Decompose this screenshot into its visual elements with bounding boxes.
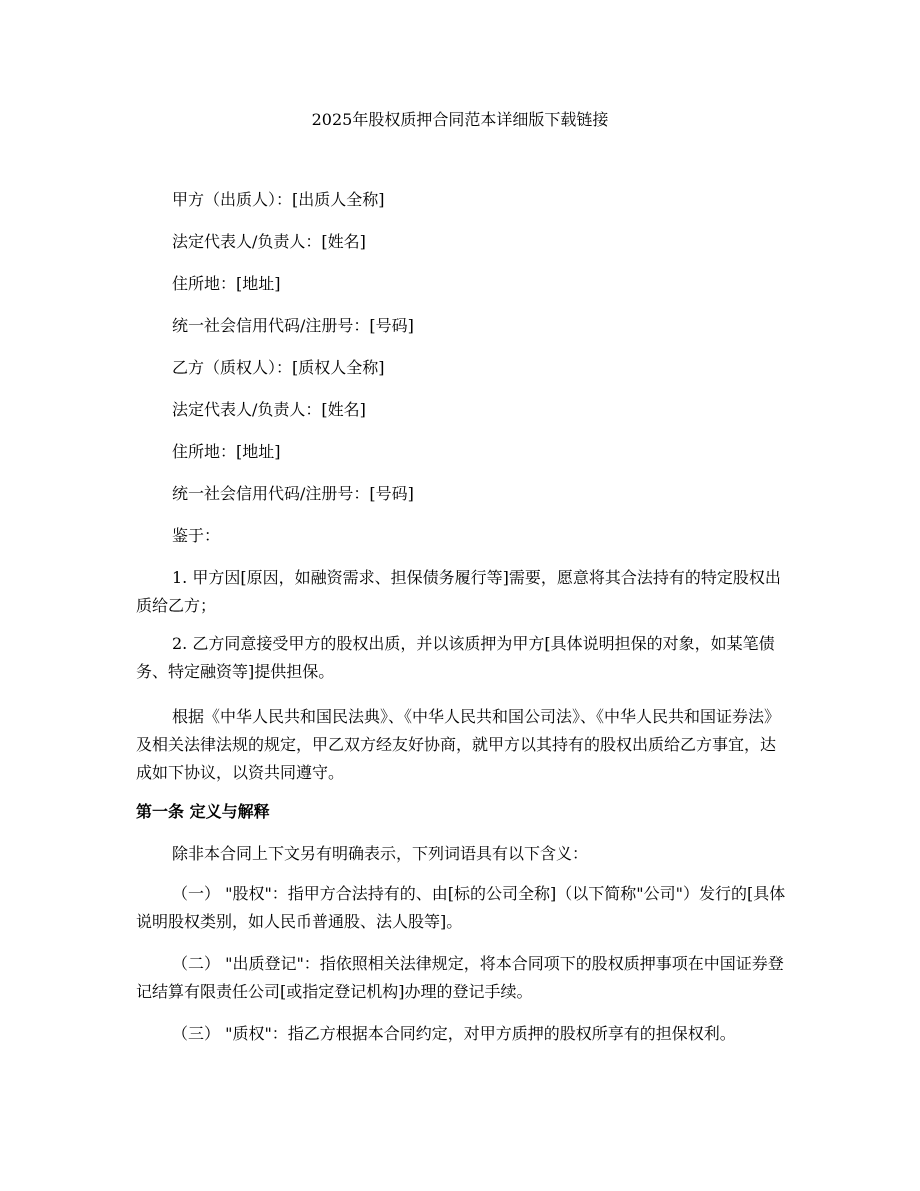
party-a-address: 住所地：[地址] <box>172 274 281 293</box>
whereas-item-2: 2. 乙方同意接受甲方的股权出质，并以该质押为甲方[具体说明担保的对象，如某笔债务、特定融资等]提供担保。 <box>136 634 775 681</box>
party-b-address: 住所地：[地址] <box>172 442 281 461</box>
document-title: 2025年股权质押合同范本详细版下载链接 <box>311 110 609 129</box>
party-a-name: 甲方（出质人）：[出质人全称] <box>172 190 385 209</box>
party-b-credit-code: 统一社会信用代码/注册号：[号码] <box>172 484 414 503</box>
article-1-intro: 除非本合同上下文另有明确表示，下列词语具有以下含义： <box>172 844 589 863</box>
definition-pledge-right: （三） "质权"：指乙方根据本合同约定，对甲方质押的股权所享有的担保权利。 <box>172 1024 736 1043</box>
definition-equity: （一） "股权"：指甲方合法持有的、由[标的公司全称]（以下简称"公司"）发行的[具体说明股权类别，如人民币普通股、法人股等]。 <box>136 884 786 931</box>
party-a-credit-code: 统一社会信用代码/注册号：[号码] <box>172 316 414 335</box>
article-1-heading: 第一条 定义与解释 <box>136 802 270 821</box>
party-b-name: 乙方（质权人）：[质权人全称] <box>172 358 385 377</box>
party-a-representative: 法定代表人/负责人：[姓名] <box>172 232 366 251</box>
whereas-label: 鉴于： <box>172 526 221 545</box>
party-b-representative: 法定代表人/负责人：[姓名] <box>172 400 366 419</box>
legal-basis-paragraph: 根据《中华人民共和国民法典》、《中华人民共和国公司法》、《中华人民共和国证券法》及相关法律法规的规定，甲乙双方经友好协商，就甲方以其持有的股权出质给乙方事宜，达成如下协议，以资共同遵守。 <box>136 707 781 782</box>
definition-pledge-registration: （二） "出质登记"：指依照相关法律规定，将本合同项下的股权质押事项在中国证券登记结算有限责任公司[或指定登记机构]办理的登记手续。 <box>136 954 784 1001</box>
whereas-item-1: 1. 甲方因[原因，如融资需求、担保债务履行等]需要，愿意将其合法持有的特定股权出质给乙方； <box>136 568 781 615</box>
